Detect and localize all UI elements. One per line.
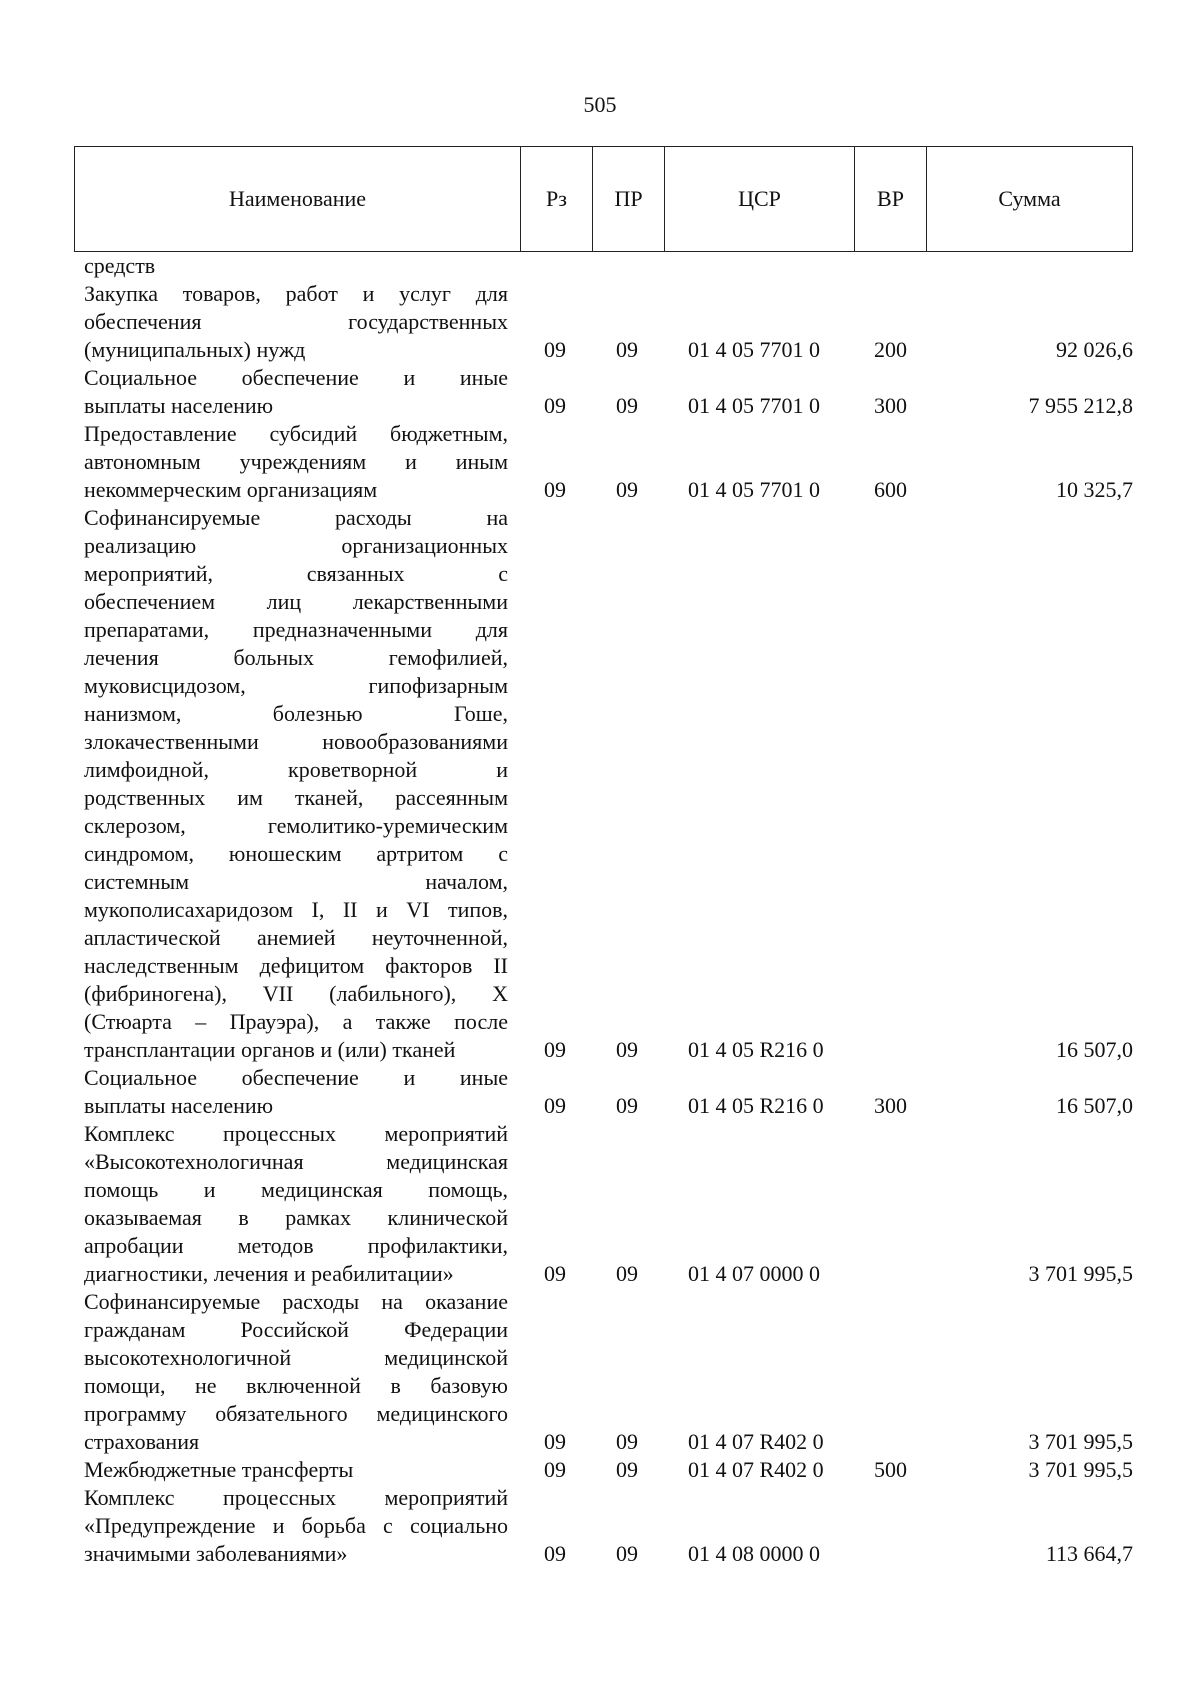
row-name-line: Закупка товаров, работ и услуг для xyxy=(84,281,508,306)
row-name-line: выплаты населению xyxy=(84,1093,274,1118)
row-name-line: мероприятий, связанных с xyxy=(84,561,508,586)
row-sum: 3 701 995,5 xyxy=(1028,1429,1133,1454)
row-csr: 01 4 05 R216 0 xyxy=(688,1093,824,1118)
table-row xyxy=(74,252,1133,280)
row-name xyxy=(74,280,508,364)
table-row xyxy=(74,1456,1133,1484)
row-name xyxy=(74,504,508,1064)
row-name-line: родственных им тканей, рассеянным xyxy=(84,785,508,810)
table-row xyxy=(74,280,1133,364)
row-pr: 09 xyxy=(616,477,638,502)
row-name-line: нанизмом, болезнью Гоше, xyxy=(84,701,508,726)
table-row xyxy=(74,364,1133,420)
table-header xyxy=(74,146,1133,252)
row-csr: 01 4 07 R402 0 xyxy=(688,1457,824,1482)
row-name-line: склерозом, гемолитико-уремическим xyxy=(84,813,508,838)
table-body xyxy=(74,252,1133,1568)
row-name xyxy=(74,1484,508,1568)
row-pr: 09 xyxy=(616,1541,638,1566)
row-name xyxy=(74,1288,508,1456)
row-name-line: Комплекс процессных мероприятий xyxy=(84,1485,508,1510)
row-name-line: помощь и медицинская помощь, xyxy=(84,1177,508,1202)
row-name xyxy=(74,420,508,504)
row-name-line: муковисцидозом, гипофизарным xyxy=(84,673,508,698)
row-rz: 09 xyxy=(544,1037,566,1062)
row-name-line: помощи, не включенной в базовую xyxy=(84,1373,508,1398)
header-pr: ПР xyxy=(593,147,665,251)
row-name-line: «Высокотехнологичная медицинская xyxy=(84,1149,508,1174)
row-csr: 01 4 05 R216 0 xyxy=(688,1037,824,1062)
row-vr: 600 xyxy=(874,477,907,502)
row-name-line: лимфоидной, кроветворной и xyxy=(84,757,508,782)
row-pr: 09 xyxy=(616,337,638,362)
row-pr: 09 xyxy=(616,1037,638,1062)
row-sum: 113 664,7 xyxy=(1045,1541,1133,1566)
row-pr: 09 xyxy=(616,393,638,418)
row-pr: 09 xyxy=(616,1457,638,1482)
row-rz: 09 xyxy=(544,393,566,418)
row-name xyxy=(74,364,508,420)
row-name-line: диагностики, лечения и реабилитации» xyxy=(84,1261,454,1286)
row-name-line: Межбюджетные трансферты xyxy=(84,1457,354,1482)
row-name-line: апластической анемией неуточненной, xyxy=(84,925,508,950)
row-name xyxy=(74,1120,508,1288)
row-pr: 09 xyxy=(616,1429,638,1454)
row-name-line: мукополисахаридозом I, II и VI типов, xyxy=(84,897,508,922)
row-name-line: автономным учреждениям и иным xyxy=(84,449,508,474)
table-row xyxy=(74,504,1133,1064)
row-csr: 01 4 05 7701 0 xyxy=(688,477,820,502)
row-name-line: оказываемая в рамках клинической xyxy=(84,1205,508,1230)
row-name-line: Софинансируемые расходы на оказание xyxy=(84,1289,508,1314)
row-rz: 09 xyxy=(544,1429,566,1454)
row-sum: 3 701 995,5 xyxy=(1028,1261,1133,1286)
row-name-line: Софинансируемые расходы на xyxy=(84,505,508,530)
row-name-line: Комплекс процессных мероприятий xyxy=(84,1121,508,1146)
row-name-line: страхования xyxy=(84,1429,200,1454)
row-name-line: (муниципальных) нужд xyxy=(84,337,306,362)
row-name xyxy=(74,1064,508,1120)
row-sum: 10 325,7 xyxy=(1056,477,1133,502)
row-name-line: гражданам Российской Федерации xyxy=(84,1317,508,1342)
row-sum: 16 507,0 xyxy=(1056,1093,1133,1118)
row-name-line: наследственным дефицитом факторов II xyxy=(84,953,508,978)
row-name-line: программу обязательного медицинского xyxy=(84,1401,508,1426)
row-csr: 01 4 07 R402 0 xyxy=(688,1429,824,1454)
row-rz: 09 xyxy=(544,337,566,362)
row-name-line: системным началом, xyxy=(84,869,508,894)
row-name-line: обеспечения государственных xyxy=(84,309,508,334)
row-vr: 300 xyxy=(874,393,907,418)
row-name-line: лечения больных гемофилией, xyxy=(84,645,508,670)
header-rz: Рз xyxy=(521,147,593,251)
row-csr: 01 4 07 0000 0 xyxy=(688,1261,820,1286)
row-sum: 92 026,6 xyxy=(1056,337,1133,362)
row-name-line: выплаты населению xyxy=(84,393,274,418)
row-name-line: значимыми заболеваниями» xyxy=(84,1541,348,1566)
row-rz: 09 xyxy=(544,1261,566,1286)
header-name: Наименование xyxy=(75,147,521,251)
row-rz: 09 xyxy=(544,1541,566,1566)
table-row xyxy=(74,420,1133,504)
row-sum: 3 701 995,5 xyxy=(1028,1457,1133,1482)
row-name-line: «Предупреждение и борьба с социально xyxy=(84,1513,508,1538)
row-name-line: апробации методов профилактики, xyxy=(84,1233,508,1258)
row-name-line: (фибриногена), VII (лабильного), X xyxy=(84,981,508,1006)
row-name-line: Предоставление субсидий бюджетным, xyxy=(84,421,508,446)
row-csr: 01 4 05 7701 0 xyxy=(688,337,820,362)
row-name-line: Социальное обеспечение и иные xyxy=(84,365,508,390)
row-name-line: трансплантации органов и (или) тканей xyxy=(84,1037,456,1062)
header-vr: ВР xyxy=(855,147,927,251)
row-name xyxy=(74,252,508,280)
row-name-line: (Стюарта – Прауэра), а также после xyxy=(84,1009,508,1034)
table-row xyxy=(74,1484,1133,1568)
row-rz: 09 xyxy=(544,477,566,502)
row-pr: 09 xyxy=(616,1093,638,1118)
row-name-line: реализацию организационных xyxy=(84,533,508,558)
row-name-line: высокотехнологичной медицинской xyxy=(84,1345,508,1370)
row-vr: 300 xyxy=(874,1093,907,1118)
row-rz: 09 xyxy=(544,1093,566,1118)
row-name xyxy=(74,1456,508,1484)
row-vr: 200 xyxy=(874,337,907,362)
header-csr: ЦСР xyxy=(665,147,855,251)
row-name-line: злокачественными новообразованиями xyxy=(84,729,508,754)
row-name-line: средств xyxy=(84,253,156,278)
row-csr: 01 4 05 7701 0 xyxy=(688,393,820,418)
header-sum: Сумма xyxy=(998,186,1061,211)
row-sum: 7 955 212,8 xyxy=(1028,393,1133,418)
table-row xyxy=(74,1288,1133,1456)
row-csr: 01 4 08 0000 0 xyxy=(688,1541,820,1566)
table-row xyxy=(74,1064,1133,1120)
row-rz: 09 xyxy=(544,1457,566,1482)
row-name-line: синдромом, юношеским артритом с xyxy=(84,841,508,866)
row-name-line: Социальное обеспечение и иные xyxy=(84,1065,508,1090)
table-row xyxy=(74,1120,1133,1288)
row-name-line: некоммерческим организациям xyxy=(84,477,378,502)
row-vr: 500 xyxy=(874,1457,907,1482)
row-name-line: обеспечением лиц лекарственными xyxy=(84,589,508,614)
row-sum: 16 507,0 xyxy=(1056,1037,1133,1062)
page-number: 505 xyxy=(583,92,617,117)
row-name-line: препаратами, предназначенными для xyxy=(84,617,508,642)
row-pr: 09 xyxy=(616,1261,638,1286)
